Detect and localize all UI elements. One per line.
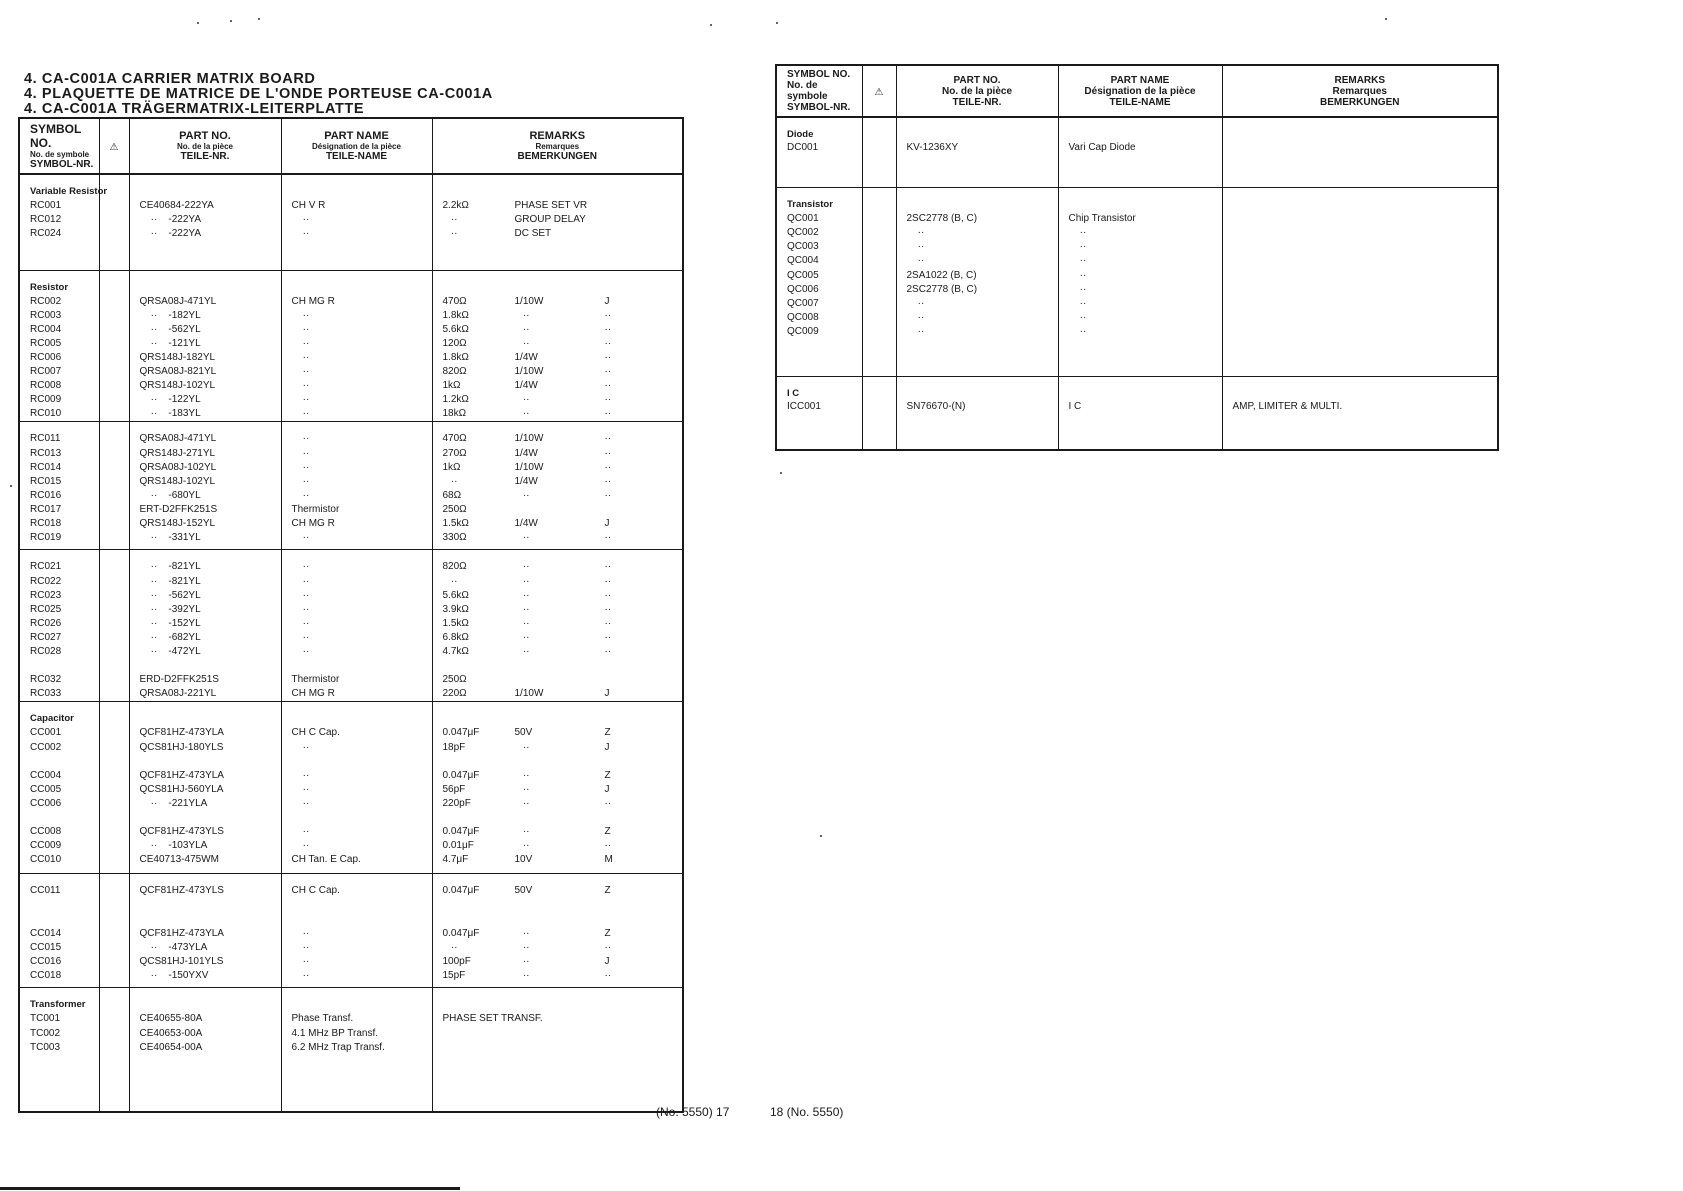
group-transformer: Transformer TC001 TC002 TC003 CE40655-80A CE40653-00A CE40654-00A Phase Transf. 4.1 MHz BP Transf. 6.2 MHz Trap Transf. PHASE SET TRANSF.	[19, 988, 683, 1112]
scan-speck	[710, 24, 712, 26]
header-remarks: REMARKS Remarques BEMERKUNGEN	[432, 118, 683, 174]
scan-speck	[258, 18, 260, 20]
group-capacitor-1: Capacitor CC001 CC002 CC004 CC005 CC006 CC008 CC009 CC010 QCF81HZ-473YLA QCS81HJ-180YLS QCF81HZ-473YLA QCS81HJ-560YLA ·· -221YLA QCF81HZ-473YLS ·· -103YLA CE40713-475WM CH C Cap. ·· ·· ·· ·· ·· ·· CH Tan. E Cap. 0.047μF 18pF 0.047μF 56pF 220pF 0.047μF 0.01μF 4.7μF 50V ·· ·· ·· ·· ·· ·· 10V Z J Z J ·· Z ·· M	[19, 702, 683, 874]
header-part-no: PART NO. No. de la pièce TEILE-NR.	[129, 118, 281, 174]
header-symbol: SYMBOL NO. No. de symbole SYMBOL-NR.	[19, 118, 99, 174]
scan-speck	[197, 22, 199, 24]
scan-speck	[230, 20, 232, 22]
group-diode: Diode DC001 KV-1236XY Vari Cap Diode	[776, 117, 1498, 187]
scan-speck	[10, 485, 12, 487]
title-fr: 4. PLAQUETTE DE MATRICE DE L'ONDE PORTEUSE CA-C001A	[24, 86, 493, 102]
warning-icon-right: ⚠	[862, 65, 896, 117]
warning-icon: ⚠	[99, 118, 129, 174]
scan-speck	[1385, 18, 1387, 20]
page-titles	[24, 72, 493, 117]
scan-speck	[780, 472, 782, 474]
bottom-rule	[0, 1187, 460, 1190]
title-de: 4. CA-C001A TRÄGERMATRIX-LEITERPLATTE	[24, 101, 365, 117]
parts-table-left	[18, 117, 684, 1113]
title-en: 4. CA-C001A CARRIER MATRIX BOARD	[24, 71, 316, 87]
header-symbol-right: SYMBOL NO. No. de symbole SYMBOL-NR.	[776, 65, 862, 117]
group-resistor-1: Resistor RC002 RC003 RC004 RC005 RC006 RC007 RC008 RC009 RC010 QRSA08J-471YL ·· -182YL ·· -562YL ·· -121YL QRS148J-182YL QRSA08J-821YL QRS148J-102YL ·· -122YL ·· -183YL CH MG R ·· ·· ·· ·· ·· ·· ·· ·· 470Ω 1.8kΩ 5.6kΩ 120Ω 1.8kΩ 820Ω 1kΩ 1.2kΩ 18kΩ 1/10W ·· ·· ·· 1/4W 1/10W 1/4W ·· ·· J ·· ·· ·· ·· ·· ·· ·· ··	[19, 270, 683, 422]
group-ic: I C ICC001 SN76670-(N) I C AMP, LIMITER & MULTI.	[776, 376, 1498, 450]
group-capacitor-2: CC011 CC014 CC015 CC016 CC018 QCF81HZ-473YLS QCF81HZ-473YLA ·· -473YLA QCS81HJ-101YLS ·· -150YXV CH C Cap. ·· ·· ·· ·· 0.047μF 0.047μF ·· 100pF 15pF 50V ·· ·· ·· ·· Z Z ·· J ··	[19, 874, 683, 988]
parts-table-right	[775, 64, 1499, 451]
header-remarks-right: REMARKS Remarques BEMERKUNGEN	[1222, 65, 1498, 117]
group-transistor: Transistor QC001 QC002 QC003 QC004 QC005 QC006 QC007 QC008 QC009 2SC2778 (B, C) ·· ·· ·· 2SA1022 (B, C) 2SC2778 (B, C) ·· ·· ·· Chip Transistor ·· ·· ·· ·· ·· ·· ·· ··	[776, 187, 1498, 376]
header-part-name: PART NAME Désignation de la pièce TEILE-NAME	[281, 118, 432, 174]
scan-speck	[820, 835, 822, 837]
group-resistor-2: RC011 RC013 RC014 RC015 RC016 RC017 RC018 RC019 QRSA08J-471YL QRS148J-271YL QRSA08J-102YL QRS148J-102YL ·· -680YL ERT-D2FFK251S QRS148J-152YL ·· -331YL ·· ·· ·· ·· ·· Thermistor CH MG R ·· 470Ω 270Ω 1kΩ ·· 68Ω 250Ω 1.5kΩ 330Ω 1/10W 1/4W 1/10W 1/4W ·· 1/4W ·· ·· ·· ·· ·· ·· J ··	[19, 422, 683, 550]
page-number-right: 18 (No. 5550)	[770, 1105, 844, 1119]
scan-speck	[776, 22, 778, 24]
header-part-name-right: PART NAME Désignation de la pièce TEILE-NAME	[1058, 65, 1222, 117]
group-resistor-3: RC021 RC022 RC023 RC025 RC026 RC027 RC028 RC032 RC033 ·· -821YL ·· -821YL ·· -562YL ·· -392YL ·· -152YL ·· -682YL ·· -472YL ERD-D2FFK251S QRSA08J-221YL ·· ·· ·· ·· ·· ·· ·· Thermistor CH MG R 820Ω ·· 5.6kΩ 3.9kΩ 1.5kΩ 6.8kΩ 4.7kΩ 250Ω 220Ω ·· ·· ·· ·· ·· ·· ·· 1/10W ·· ·· ·· ·· ·· ·· ·· J	[19, 550, 683, 702]
header-part-no-right: PART NO. No. de la pièce TEILE-NR.	[896, 65, 1058, 117]
group-variable-resistor: Variable Resistor RC001 RC012 RC024 CE40684-222YA ·· -222YA ·· -222YA CH V R ·· ·· 2.2kΩ ·· ·· PHASE SET VR GROUP DELAY DC SET	[19, 174, 683, 270]
page-number-left: (No. 5550) 17	[656, 1105, 730, 1119]
